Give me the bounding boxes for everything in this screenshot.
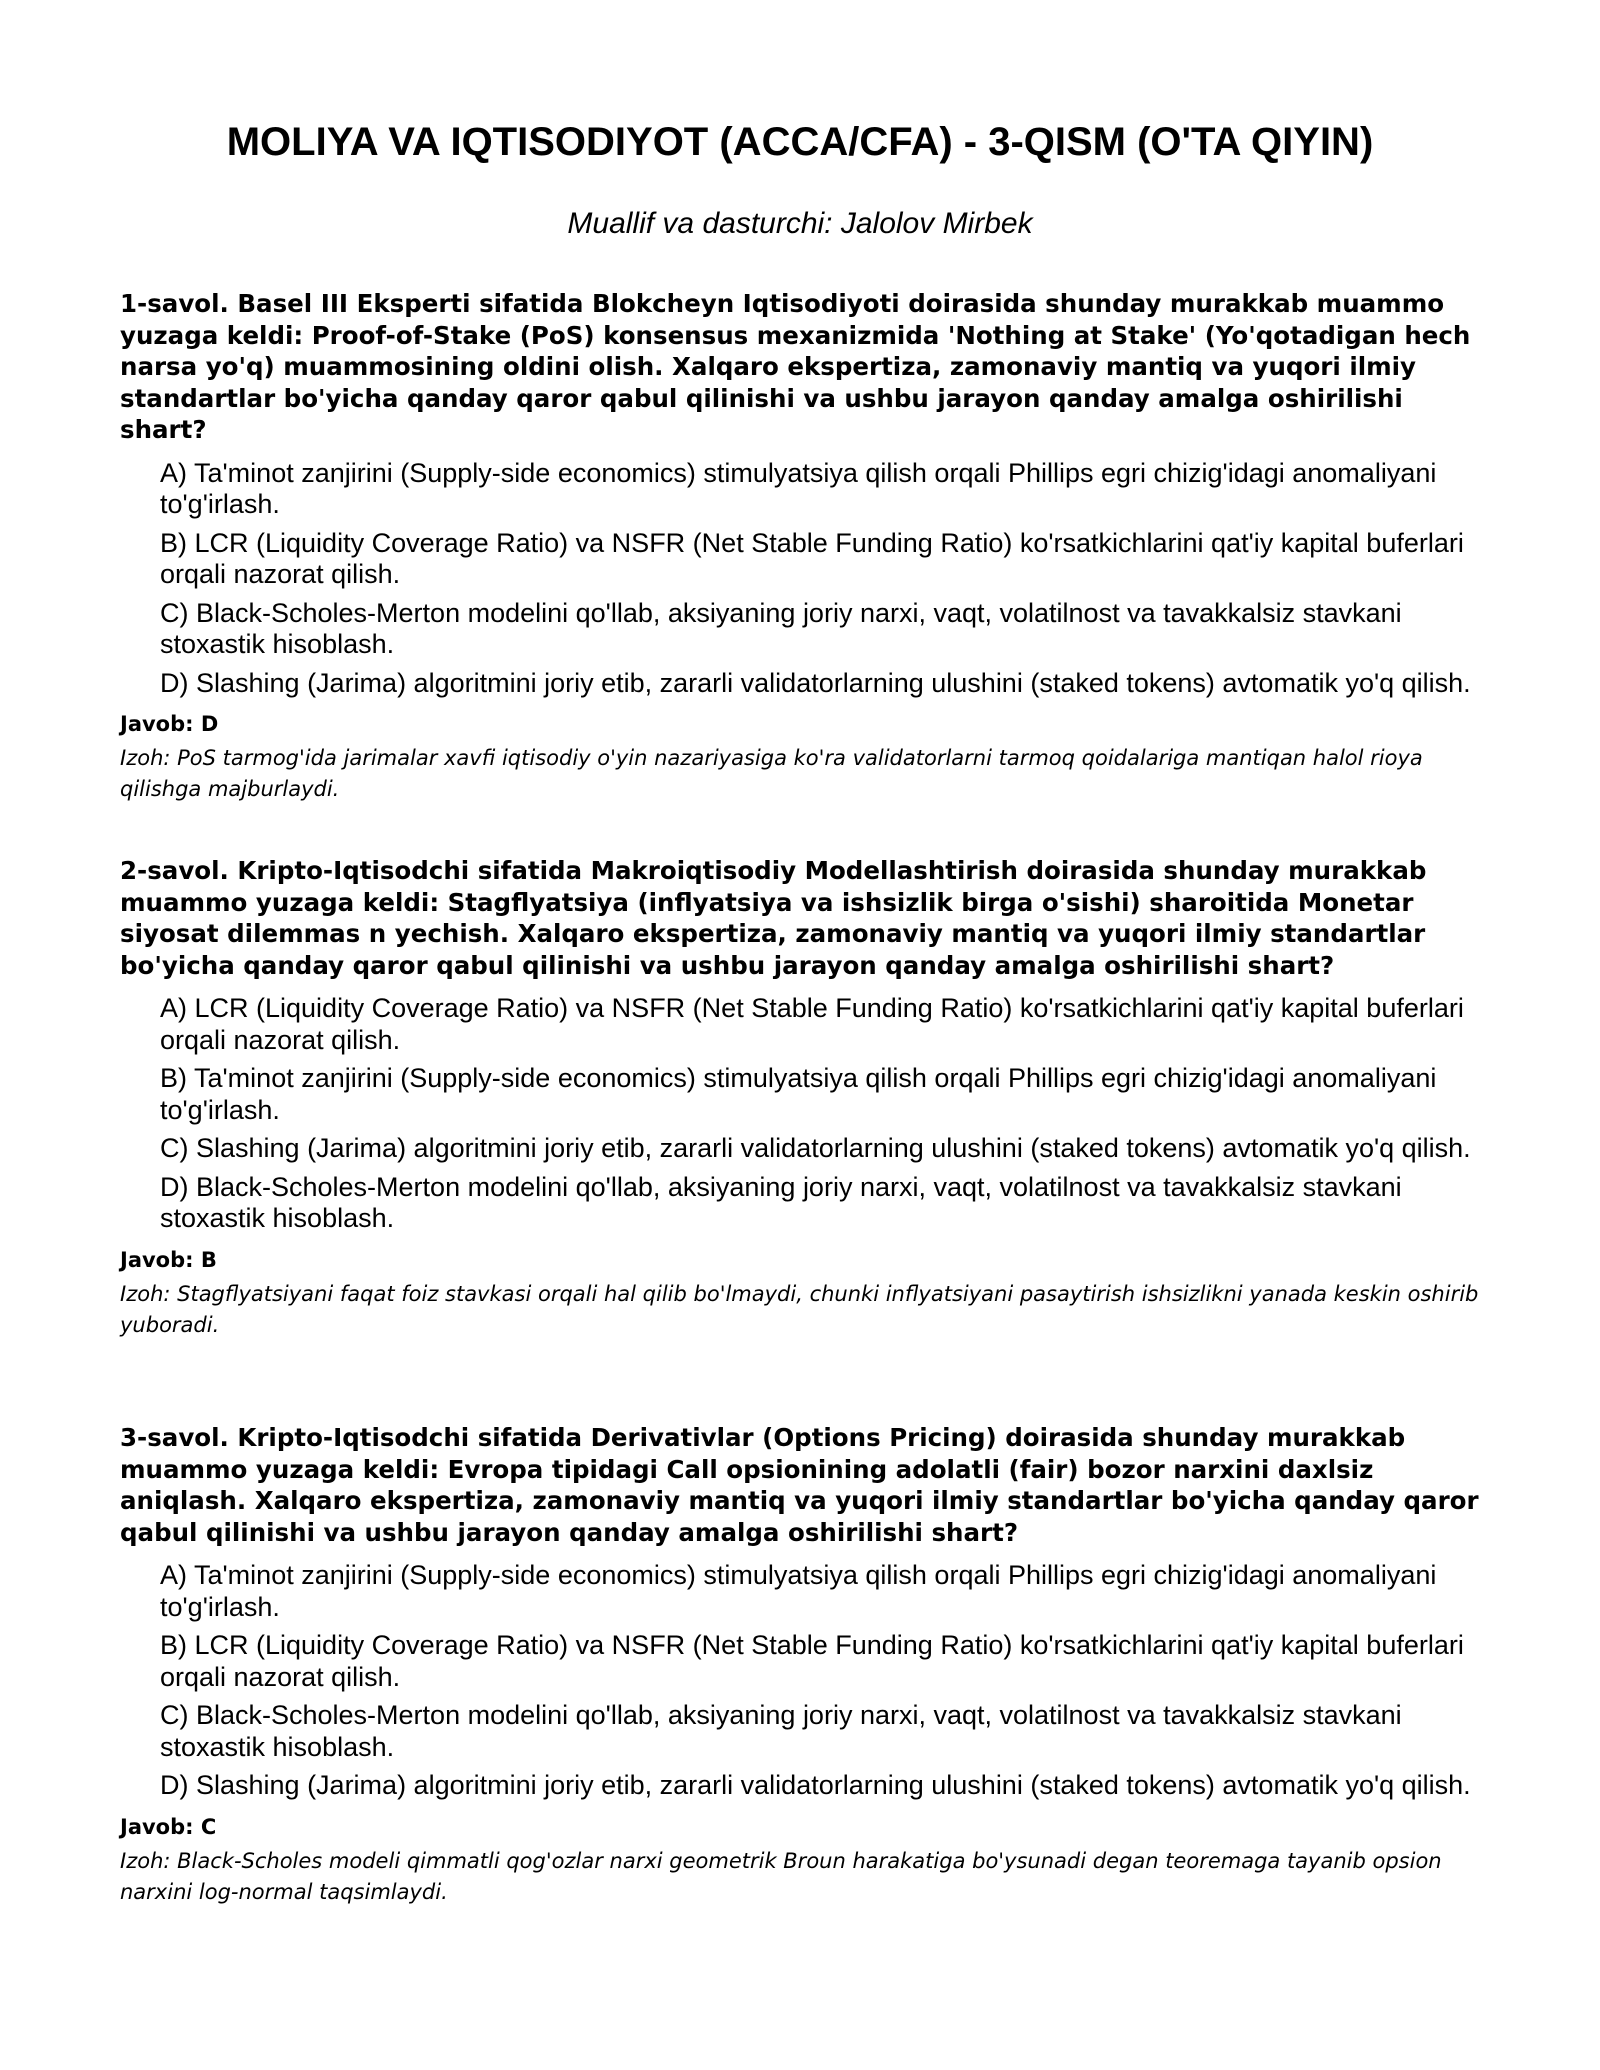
option-b: B) Ta'minot zanjirini (Supply-side economics) stimulyatsiya qilish orqali Phillips egri chizig'idagi anomaliyani to'g'irlash. bbox=[160, 1063, 1437, 1125]
option-a: A) Ta'minot zanjirini (Supply-side economics) stimulyatsiya qilish orqali Phillips egri chizig'idagi anomaliyani to'g'irlash. bbox=[160, 457, 1437, 519]
options-list bbox=[160, 1560, 1490, 1802]
question-block-1 bbox=[120, 288, 1490, 805]
answer-label: Javob: C bbox=[120, 1814, 217, 1839]
explanation-note: Izoh: Stagflyatsiyani faqat foiz stavkasi orqali hal qilib bo'lmaydi, chunki inflyatsiyani pasaytirish ishsizlikni yanada keskin oshirib yuboradi. bbox=[120, 1281, 1479, 1337]
option-d: D) Slashing (Jarima) algoritmini joriy etib, zararli validatorlarning ulushini (staked tokens) avtomatik yo'q qilish. bbox=[160, 1770, 1471, 1800]
explanation-note: Izoh: PoS tarmog'ida jarimalar xavfi iqtisodiy o'yin nazariyasiga ko'ra validatorlarni tarmoq qoidalariga mantiqan halol rioya qilishga majburlaydi. bbox=[120, 746, 1423, 801]
option-a: A) Ta'minot zanjirini (Supply-side economics) stimulyatsiya qilish orqali Phillips egri chizig'idagi anomaliyani to'g'irlash. bbox=[160, 1560, 1437, 1622]
option-a: A) LCR (Liquidity Coverage Ratio) va NSFR (Net Stable Funding Ratio) ko'rsatkichlarini qat'iy kapital buferlari orqali nazorat qilish. bbox=[160, 993, 1464, 1055]
options-list bbox=[160, 993, 1490, 1235]
question-block-3 bbox=[120, 1422, 1490, 1908]
question-text: 1-savol. Basel III Eksperti sifatida Blokcheyn Iqtisodiyoti doirasida shunday murakkab muammo yuzaga keldi: Proof-of-Stake (PoS) konsensus mexanizmida 'Nothing at Stake' (Yo'qotadigan hech narsa yo'q) muammosining oldini olish. Xalqaro ekspertiza, zamonaviy mantiq va yuqori ilmiy standartlar bo'yicha qanday qaror qabul qilinishi va ushbu jarayon qanday amalga oshirilishi shart? bbox=[120, 289, 1471, 444]
document-title: MOLIYA VA IQTISODIYOT (ACCA/CFA) - 3-QISM (O'TA QIYIN) bbox=[226, 120, 1374, 164]
option-b: B) LCR (Liquidity Coverage Ratio) va NSFR (Net Stable Funding Ratio) ko'rsatkichlarini qat'iy kapital buferlari orqali nazorat qilish. bbox=[160, 1630, 1464, 1692]
question-text: 3-savol. Kripto-Iqtisodchi sifatida Derivativlar (Options Pricing) doirasida shunday murakkab muammo yuzaga keldi: Evropa tipidagi Call opsionining adolatli (fair) bozor narxini daxlsiz aniqlash. Xalqaro ekspertiza, zamonaviy mantiq va yuqori ilmiy standartlar bo'yicha qanday qaror qabul qilinishi va ushbu jarayon qanday amalga oshirilishi shart? bbox=[120, 1423, 1479, 1547]
question-text: 2-savol. Kripto-Iqtisodchi sifatida Makroiqtisodiy Modellashtirish doirasida shunday murakkab muammo yuzaga keldi: Stagflyatsiya (inflyatsiya va ishsizlik birga o'sishi) sharoitida Monetar siyosat dilemmas n yechish. Xalqaro ekspertiza, zamonaviy mantiq va yuqori ilmiy standartlar bo'yicha qanday qaror qabul qilinishi va ushbu jarayon qanday amalga oshirilishi shart? bbox=[120, 856, 1427, 980]
answer-label: Javob: B bbox=[120, 1247, 217, 1272]
option-c: C) Black-Scholes-Merton modelini qo'llab, aksiyaning joriy narxi, vaqt, volatilnost va tavakkalsiz stavkani stoxastik hisoblash. bbox=[160, 1700, 1402, 1762]
explanation-note: Izoh: Black-Scholes modeli qimmatli qog'ozlar narxi geometrik Broun harakatiga bo'ysunadi degan teoremaga tayanib opsion narxini log-normal taqsimlaydi. bbox=[120, 1848, 1442, 1904]
option-d: D) Black-Scholes-Merton modelini qo'llab, aksiyaning joriy narxi, vaqt, volatilnost va tavakkalsiz stavkani stoxastik hisoblash. bbox=[160, 1171, 1402, 1233]
option-d: D) Slashing (Jarima) algoritmini joriy etib, zararli validatorlarning ulushini (staked tokens) avtomatik yo'q qilish. bbox=[160, 667, 1471, 698]
option-b: B) LCR (Liquidity Coverage Ratio) va NSFR (Net Stable Funding Ratio) ko'rsatkichlarini qat'iy kapital buferlari orqali nazorat qilish. bbox=[160, 527, 1464, 589]
option-c: C) Slashing (Jarima) algoritmini joriy etib, zararli validatorlarning ulushini (staked tokens) avtomatik yo'q qilish. bbox=[160, 1133, 1471, 1163]
answer-label: Javob: D bbox=[120, 712, 219, 736]
question-block-2 bbox=[120, 855, 1490, 1341]
option-c: C) Black-Scholes-Merton modelini qo'llab, aksiyaning joriy narxi, vaqt, volatilnost va tavakkalsiz stavkani stoxastik hisoblash. bbox=[160, 597, 1402, 659]
author-line: Muallif va dasturchi: Jalolov Mirbek bbox=[567, 207, 1033, 240]
options-list bbox=[160, 458, 1490, 700]
